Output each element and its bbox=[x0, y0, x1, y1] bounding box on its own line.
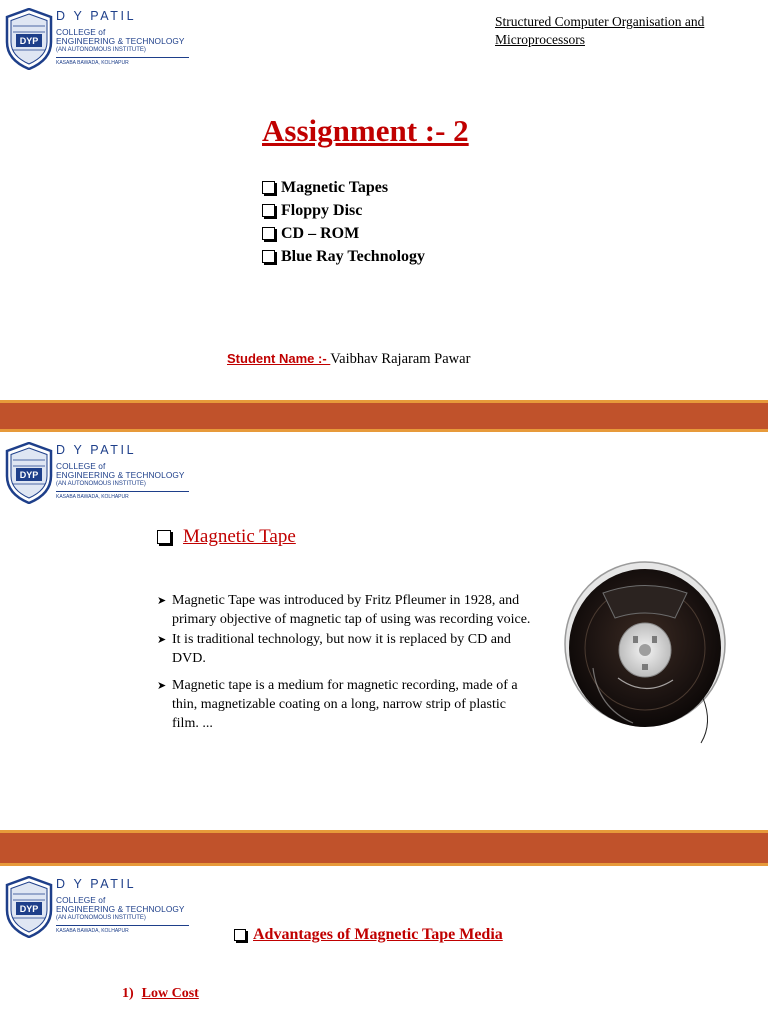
course-title-line-1: Structured Computer Organisation and bbox=[495, 14, 705, 29]
checkbox-bullet-icon bbox=[262, 250, 275, 263]
logo-line-autonomous: (AN AUTONOMOUS INSTITUTE) bbox=[56, 915, 146, 921]
arrow-bullet-icon: ➤ bbox=[157, 633, 167, 646]
checkbox-bullet-icon bbox=[262, 227, 275, 240]
arrow-bullet-icon: ➤ bbox=[157, 679, 167, 692]
topic-list bbox=[262, 176, 425, 268]
logo-rule bbox=[56, 925, 189, 926]
topic-item: CD – ROM bbox=[262, 222, 425, 245]
bullet-item: ➤ Magnetic Tape was introduced by Fritz Pfleumer in 1928, and primary objective of magnetic tap of using was recording voice. bbox=[157, 593, 531, 627]
logo-line-college: COLLEGE of bbox=[56, 895, 106, 905]
course-title-line-2: Microprocessors bbox=[495, 32, 585, 47]
section-title-text: Magnetic Tape bbox=[183, 526, 296, 547]
college-seal-icon bbox=[5, 442, 53, 504]
topic-item: Floppy Disc bbox=[262, 199, 425, 222]
logo-line-engineering: ENGINEERING & TECHNOLOGY bbox=[56, 36, 185, 46]
advantage-item-label: Low Cost bbox=[141, 986, 199, 1001]
bullet-item: ➤ It is traditional technology, but now it is replaced by CD and DVD. bbox=[157, 632, 511, 666]
svg-text:DYP: DYP bbox=[19, 904, 39, 914]
slide-divider bbox=[0, 400, 768, 432]
advantage-item bbox=[122, 986, 199, 1002]
college-seal-icon bbox=[5, 876, 53, 938]
student-name-label: Student Name :- bbox=[227, 351, 331, 366]
logo-rule bbox=[56, 57, 189, 58]
logo-line-autonomous: (AN AUTONOMOUS INSTITUTE) bbox=[56, 47, 146, 53]
topic-item: Blue Ray Technology bbox=[262, 245, 425, 268]
college-logo bbox=[5, 8, 190, 72]
section-title bbox=[234, 926, 503, 944]
course-title bbox=[495, 13, 763, 49]
logo-name: D Y PATIL bbox=[56, 877, 137, 891]
college-logo bbox=[5, 876, 190, 940]
checkbox-bullet-icon bbox=[157, 530, 171, 544]
logo-line-address: KASABA BAWADA, KOLHAPUR bbox=[56, 60, 129, 66]
checkbox-bullet-icon bbox=[262, 181, 275, 194]
svg-text:DYP: DYP bbox=[19, 470, 39, 480]
logo-rule bbox=[56, 491, 189, 492]
logo-name: D Y PATIL bbox=[56, 9, 137, 23]
slide-advantages bbox=[0, 866, 768, 1024]
logo-line-address: KASABA BAWADA, KOLHAPUR bbox=[56, 494, 129, 500]
bullet-item: ➤ Magnetic tape is a medium for magnetic recording, made of a thin, magnetizable coating on a long, narrow strip of plastic film. ... bbox=[157, 678, 518, 731]
svg-text:DYP: DYP bbox=[19, 36, 39, 46]
college-logo bbox=[5, 442, 190, 506]
section-title-text: Advantages of Magnetic Tape Media bbox=[253, 926, 503, 943]
student-name-line bbox=[227, 350, 470, 368]
logo-line-address: KASABA BAWADA, KOLHAPUR bbox=[56, 928, 129, 934]
slide-assignment-cover bbox=[0, 0, 768, 400]
logo-line-autonomous: (AN AUTONOMOUS INSTITUTE) bbox=[56, 481, 146, 487]
slide-divider bbox=[0, 830, 768, 866]
topic-item: Magnetic Tapes bbox=[262, 176, 425, 199]
logo-line-college: COLLEGE of bbox=[56, 461, 106, 471]
checkbox-bullet-icon bbox=[234, 929, 246, 941]
logo-line-engineering: ENGINEERING & TECHNOLOGY bbox=[56, 470, 185, 480]
logo-name: D Y PATIL bbox=[56, 443, 137, 457]
magnetic-tape-reel-image bbox=[563, 548, 727, 756]
student-name-value: Vaibhav Rajaram Pawar bbox=[330, 351, 471, 367]
logo-line-college: COLLEGE of bbox=[56, 27, 106, 37]
advantage-item-number: 1) bbox=[122, 986, 134, 1001]
arrow-bullet-icon: ➤ bbox=[157, 594, 167, 607]
assignment-title: Assignment :- 2 bbox=[262, 113, 469, 148]
bullet-list bbox=[157, 591, 535, 733]
section-title bbox=[157, 526, 296, 548]
checkbox-bullet-icon bbox=[262, 204, 275, 217]
logo-line-engineering: ENGINEERING & TECHNOLOGY bbox=[56, 904, 185, 914]
college-seal-icon bbox=[5, 8, 53, 70]
